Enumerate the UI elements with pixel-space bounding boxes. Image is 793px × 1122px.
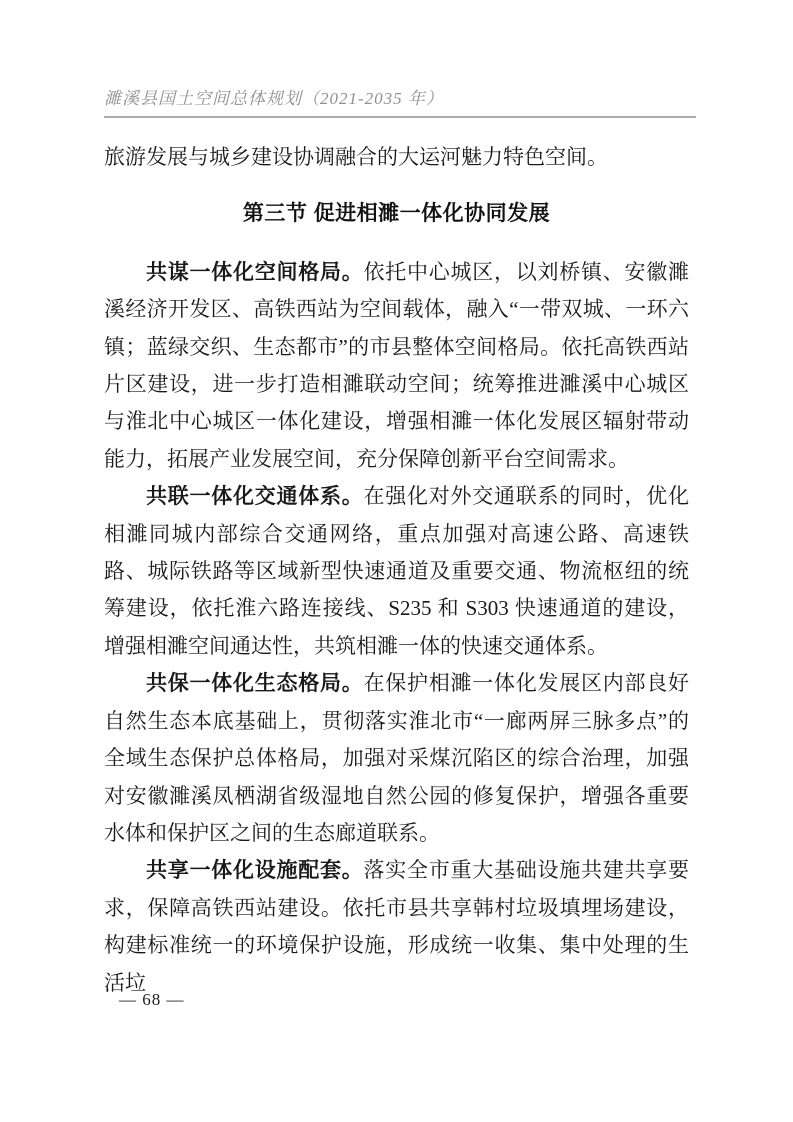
paragraph-lead: 共保一体化生态格局。 — [146, 671, 364, 696]
paragraph-lead: 共联一体化交通体系。 — [146, 484, 364, 509]
paragraph-text: 在强化对外交通联系的同时，优化相濉同城内部综合交通网络，重点加强对高速公路、高速铁路、城际铁路等区域新型快速通道及重要交通、物流枢纽的统筹建设，依托淮六路连接线、S235 和 S303 快速通道的建设，增强相濉空间通达性，共筑相濉一体的快速交通体系。 — [104, 484, 689, 658]
paragraph — [104, 254, 689, 478]
paragraph-text: 在保护相濉一体化发展区内部良好自然生态本底基础上，贯彻落实淮北市“一廊两屏三脉多点”的全域生态保护总体格局，加强对采煤沉陷区的综合治理，加强对安徽濉溪凤栖湖省级湿地自然公园的修复保护，增强各重要水体和保护区之间的生态廊道联系。 — [104, 671, 689, 845]
paragraph — [104, 478, 689, 665]
paragraph — [104, 852, 689, 1002]
section-heading: 第三节 促进相濉一体化协同发展 — [242, 202, 551, 226]
continuation-paragraph: 旅游发展与城乡建设协调融合的大运河魅力特色空间。 — [104, 145, 608, 169]
paragraph-text: 依托中心城区，以刘桥镇、安徽濉溪经济开发区、高铁西站为空间载体，融入“一带双城、一环六镇；蓝绿交织、生态都市”的市县整体空间格局。依托高铁西站片区建设，进一步打造相濉联动空间；统筹推进濉溪中心城区与淮北中心城区一体化建设，增强相濉一体化发展区辐射带动能力，拓展产业发展空间，充分保障创新平台空间需求。 — [104, 259, 689, 471]
header-rule — [104, 116, 696, 118]
paragraph-lead: 共谋一体化空间格局。 — [146, 259, 364, 284]
paragraph-lead: 共享一体化设施配套。 — [146, 858, 364, 883]
document-title: 濉溪县国土空间总体规划（2021-2035 年） — [104, 89, 444, 108]
paragraph-text: 落实全市重大基础设施共建共享要求，保障高铁西站建设。依托市县共享韩村垃圾填埋场建设，构建标准统一的环境保护设施，形成统一收集、集中处理的生活垃 — [104, 858, 689, 995]
page-number: — 68 — — [119, 990, 185, 1009]
page-header — [104, 88, 696, 118]
paragraph — [104, 665, 689, 852]
body-text — [104, 139, 689, 1002]
